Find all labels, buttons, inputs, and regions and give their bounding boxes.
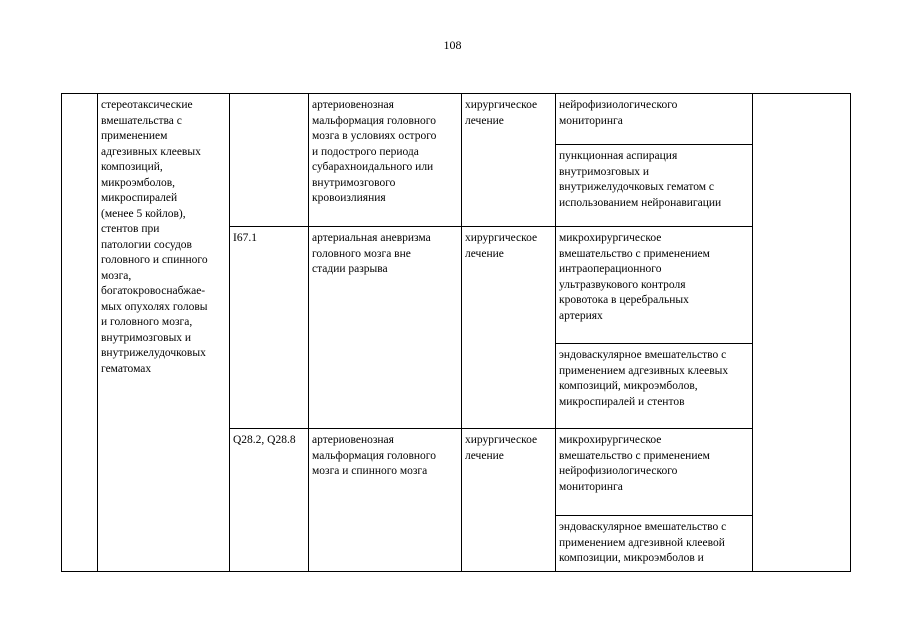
treatment-method-cell: эндоваскулярное вмешательство с применением адгезивных клеевых композиций, микроэмболов, микроспиралей и стентов [556,344,753,429]
treatment-method-cell: микрохирургическое вмешательство с применением интраоперационного ультразвукового контроля кровотока в церебральных артериях [556,227,753,344]
table-row [62,94,851,145]
treatment-method-cell: нейрофизиологического мониторинга [556,94,753,145]
treatment-method-cell: эндоваскулярное вмешательство с применением адгезивной клеевой композиции, микроэмболов и [556,516,753,572]
treatment-type-cell: хирургическое лечение [462,429,556,572]
page-number: 108 [443,38,462,52]
icd-code-cell: Q28.2, Q28.8 [230,429,309,572]
medical-care-table [61,93,851,572]
patient-model-cell: артериальная аневризма головного мозга вне стадии разрыва [309,227,462,429]
method-name-cell: стереотаксические вмешательства с применением адгезивных клеевых композиций, микроэмболов, микроспиралей (менее 5 койлов), стентов при патологии сосудов головного и спинного мозга, богатокровоснабжае- мых опухолях головы и головного мозга, внутримозговых и внутрижелудочковых гематомах [98,94,230,572]
treatment-method-cell: пункционная аспирация внутримозговых и внутрижелудочковых гематом с использованием нейронавигации [556,145,753,227]
standard-cost-cell [753,94,851,572]
patient-model-cell: артериовенозная мальформация головного мозга и спинного мозга [309,429,462,572]
number-cell [62,94,98,572]
treatment-method-cell: микрохирургическое вмешательство с применением нейрофизиологического мониторинга [556,429,753,516]
patient-model-cell: артериовенозная мальформация головного мозга в условиях острого и подострого периода субарахноидального или внутримозгового кровоизлияния [309,94,462,227]
treatment-type-cell: хирургическое лечение [462,94,556,227]
icd-code-cell: I67.1 [230,227,309,429]
treatment-type-cell: хирургическое лечение [462,227,556,429]
icd-code-cell [230,94,309,227]
